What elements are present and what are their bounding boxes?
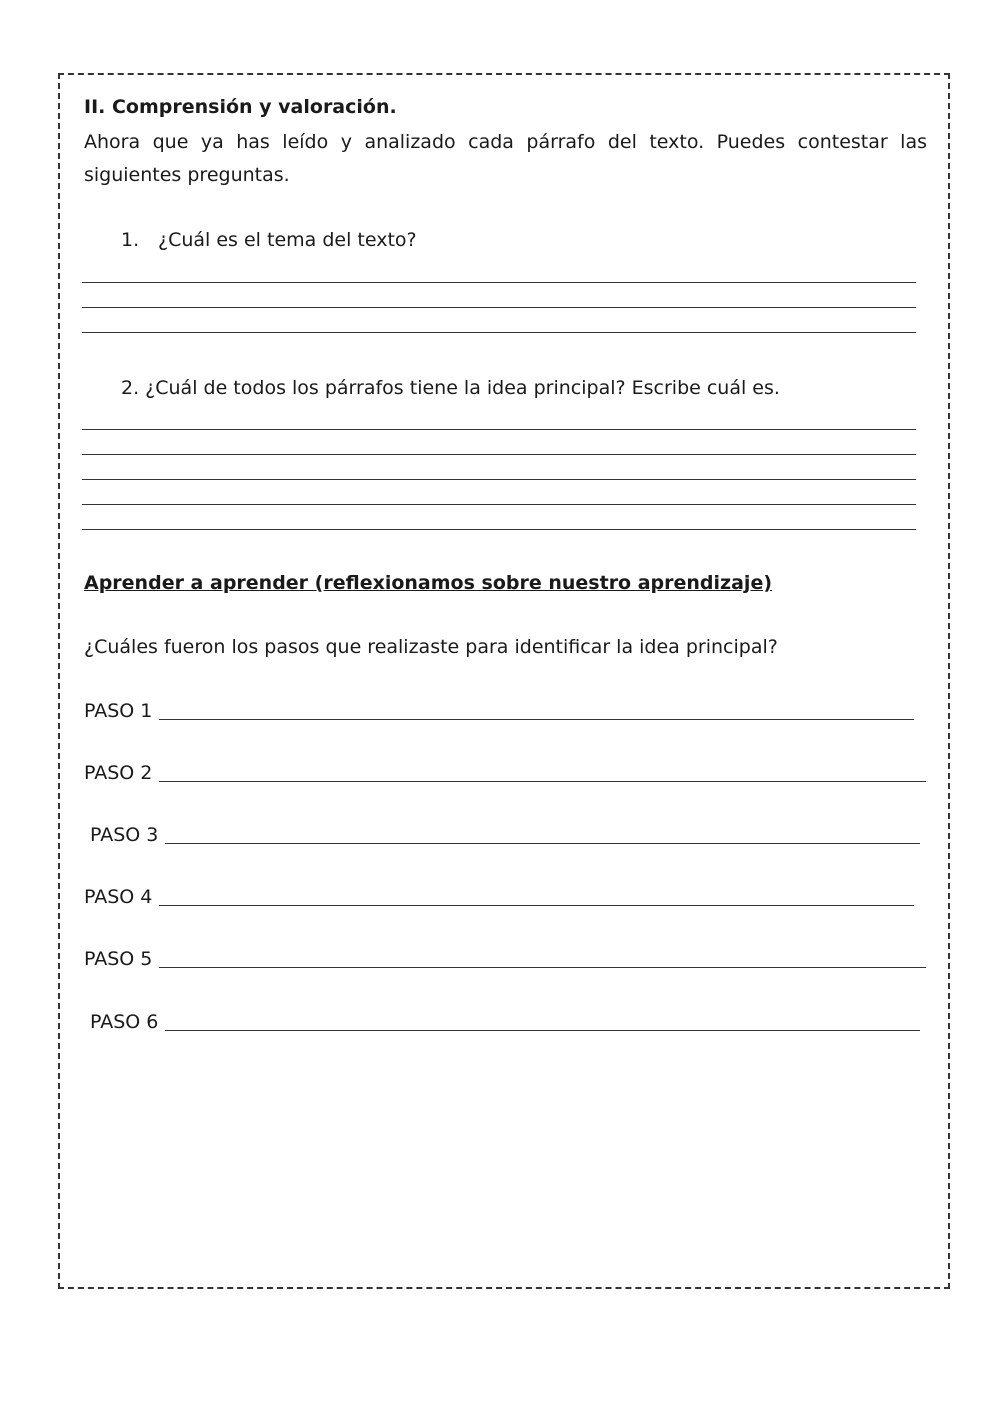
reflection-prompt: ¿Cuáles fueron los pasos que realizaste para identificar la idea principal? — [84, 636, 778, 658]
step-label-2: PASO 2 — [84, 762, 153, 784]
answer-line-q2-5[interactable] — [82, 529, 916, 530]
section-intro: Ahora que ya has leído y analizado cada párrafo del texto. Puedes contestar las siguientes preguntas. — [84, 131, 927, 186]
step-label-5: PASO 5 — [84, 948, 153, 970]
step-answer-line-4[interactable] — [159, 905, 914, 906]
step-answer-line-3[interactable] — [165, 843, 920, 844]
answer-line-q2-2[interactable] — [82, 454, 916, 455]
step-answer-line-5[interactable] — [159, 967, 926, 968]
answer-line-q2-3[interactable] — [82, 479, 916, 480]
step-row-5 — [84, 944, 926, 970]
question-1-number: 1. — [121, 229, 140, 251]
step-row-3 — [90, 820, 920, 846]
answer-line-q2-1[interactable] — [82, 429, 916, 430]
section-title: II. Comprensión y valoración. — [84, 96, 397, 118]
step-row-6 — [90, 1007, 920, 1033]
question-1-text: ¿Cuál es el tema del texto? — [158, 229, 417, 251]
step-label-1: PASO 1 — [84, 700, 153, 722]
step-label-6: PASO 6 — [90, 1011, 159, 1033]
question-2: 2. ¿Cuál de todos los párrafos tiene la idea principal? Escribe cuál es. — [121, 377, 780, 399]
answer-line-q1-1[interactable] — [82, 282, 916, 283]
worksheet-border — [58, 73, 950, 1289]
step-label-4: PASO 4 — [84, 886, 153, 908]
reflection-heading: Aprender a aprender (reflexionamos sobre nuestro aprendizaje) — [84, 572, 773, 594]
step-row-4 — [84, 882, 914, 908]
step-answer-line-1[interactable] — [159, 719, 914, 720]
question-1 — [121, 229, 417, 251]
answer-line-q1-2[interactable] — [82, 307, 916, 308]
answer-line-q2-4[interactable] — [82, 504, 916, 505]
step-answer-line-2[interactable] — [159, 781, 926, 782]
step-row-2 — [84, 758, 926, 784]
step-row-1 — [84, 696, 914, 722]
answer-line-q1-3[interactable] — [82, 332, 916, 333]
step-answer-line-6[interactable] — [165, 1030, 920, 1031]
step-label-3: PASO 3 — [90, 824, 159, 846]
